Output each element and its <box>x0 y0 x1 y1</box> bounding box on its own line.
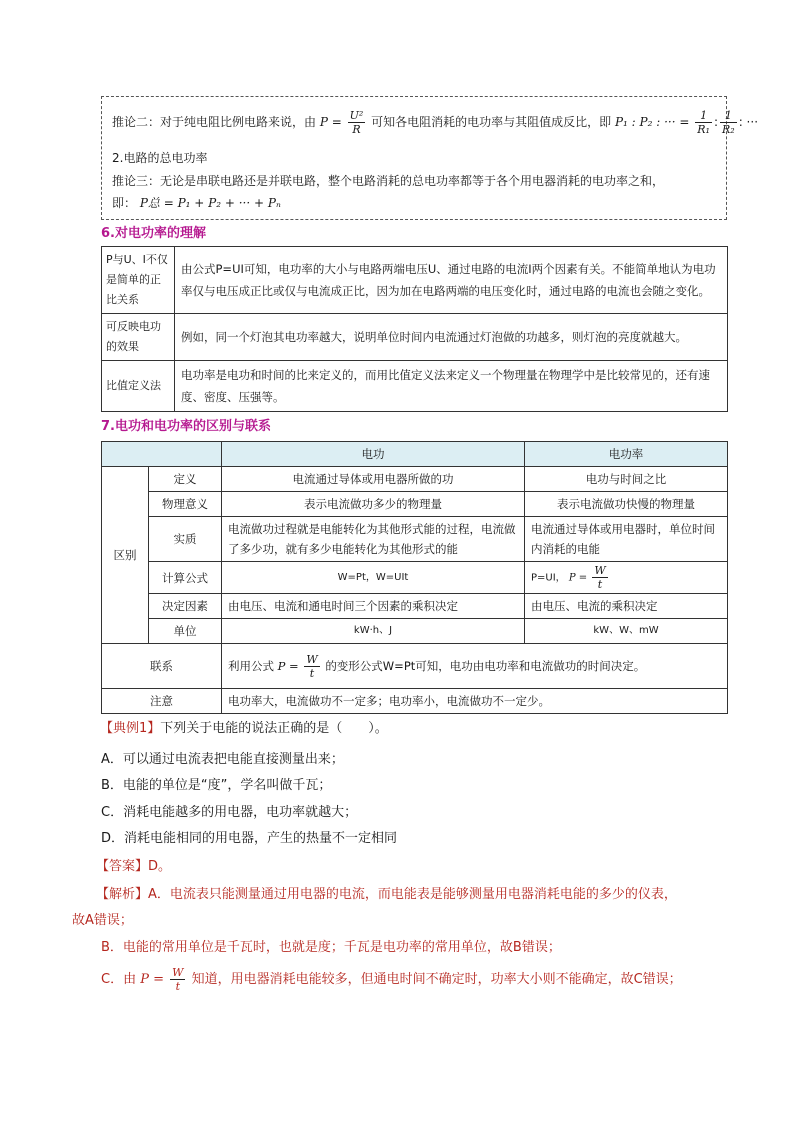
table-row <box>102 644 728 689</box>
answer-tag: 【答案】 <box>96 859 149 874</box>
fraction-denominator: R <box>352 123 361 136</box>
row-label: 实质 <box>149 517 222 562</box>
row-label-link: 联系 <box>102 644 222 689</box>
power-cell: 由电压、电流的乘积决定 <box>525 594 728 619</box>
fraction-numerator: W <box>594 564 606 577</box>
row-label: 单位 <box>149 619 222 644</box>
fraction-numerator: 1 <box>695 109 712 123</box>
work-vs-power-table <box>101 441 728 714</box>
inference-note-box <box>101 96 759 220</box>
power-cell: 电功与时间之比 <box>525 467 728 492</box>
formula-lhs: P = <box>140 972 164 987</box>
analysis-a-cont: 故A错误； <box>72 913 133 928</box>
power-cell: kW、W、mW <box>525 619 728 644</box>
row-text: 由公式P=UI可知，电功率的大小与电路两端电压U、通过电路的电流I两个因素有关。不能简单地认为电功率仅与电压成正比或仅与电流成正比，因为加在电路两端的电压变化时，通过电路的电流也会随之变化。 <box>175 247 728 314</box>
ratio-tail: : ··· <box>738 115 759 129</box>
analysis-a-text: A．电流表只能测量通过用电器的电流，而电能表是能够测量用电器消耗电能的多少的仪表， <box>148 887 677 902</box>
header-blank-cell <box>102 442 222 467</box>
fraction-denominator: R₁ <box>697 123 710 136</box>
total-power-formula: P总 = P₁ + P₂ + ··· + Pₙ <box>139 196 281 210</box>
table-row <box>102 247 728 314</box>
example-question <box>100 717 388 736</box>
option-a: A．可以通过电流表把电能直接测量出来； <box>101 752 344 767</box>
power-understanding-table <box>101 246 728 412</box>
power-cell: 电流通过导体或用电器时，单位时间内消耗的电能 <box>525 517 728 562</box>
work-cell: 表示电流做功多少的物理量 <box>222 492 525 517</box>
question-text: 下列关于电能的说法正确的是（ ）。 <box>160 721 388 736</box>
analysis-c <box>101 966 682 993</box>
table-row <box>102 689 728 714</box>
work-cell: 电流做功过程就是电能转化为其他形式能的过程，电流做了多少功，就有多少电能转化为其他形式的能 <box>222 517 525 562</box>
table-row <box>102 562 728 594</box>
inference-two-text: 推论二：对于纯电阻比例电路来说，由 <box>112 115 317 129</box>
work-cell: 电流通过导体或用电器所做的功 <box>222 467 525 492</box>
option-c: C．消耗电能越多的用电器，电功率就越大； <box>101 805 358 820</box>
formula-lhs: P = <box>319 115 342 129</box>
fraction-denominator: t <box>309 666 315 680</box>
note-cell: 电功率大，电流做功不一定多；电功率小，电流做功不一定少。 <box>222 689 728 714</box>
row-label-note: 注意 <box>102 689 222 714</box>
analysis-c-text: 知道，用电器消耗电能较多，但通电时间不确定时，功率大小则不能确定，故C错误； <box>191 972 682 987</box>
fraction-denominator: t <box>175 980 180 993</box>
link-text-b: 的变形公式W=Pt可知，电功由电功率和电流做功的时间决定。 <box>325 658 646 673</box>
formula-lhs: P = <box>568 572 588 584</box>
formula-prefix: 即： <box>112 196 137 210</box>
work-cell: W=Pt，W=UIt <box>222 562 525 594</box>
subheading-total-power: 2.电路的总电功率 <box>112 151 208 165</box>
example-tag: 【典例1】 <box>100 721 161 736</box>
total-power-formula-line <box>112 194 281 211</box>
answer-line <box>96 855 171 874</box>
row-text: 例如，同一个灯泡其电功率越大，说明单位时间内电流通过灯泡做的功越多，则灯泡的亮度就越大。 <box>175 314 728 361</box>
link-cell <box>222 644 728 689</box>
column-header-power: 电功率 <box>525 442 728 467</box>
row-key: 可反映电功的效果 <box>102 314 175 361</box>
row-label: 决定因素 <box>149 594 222 619</box>
option-b: B．电能的单位是“度”，学名叫做千瓦； <box>101 778 332 793</box>
option-d: D．消耗电能相同的用电器，产生的热量不一定相同 <box>101 831 398 846</box>
fraction-numerator: 1 <box>720 109 737 123</box>
group-label-difference: 区别 <box>102 467 149 644</box>
column-header-work: 电功 <box>222 442 525 467</box>
section-6-heading: 6.对电功率的理解 <box>101 226 206 241</box>
inference-two-text-2: 可知各电阻消耗的电功率与其阻值成反比，即 <box>371 115 612 129</box>
power-formula-text: P=UI， <box>531 572 566 584</box>
table-row <box>102 314 728 361</box>
power-formula-cell <box>525 562 728 594</box>
analysis-c-prefix: C．由 <box>101 972 137 987</box>
section-7-heading: 7.电功和电功率的区别与联系 <box>101 419 271 434</box>
row-label: 定义 <box>149 467 222 492</box>
fraction-numerator: W <box>172 966 184 979</box>
formula-fraction <box>170 966 185 993</box>
analysis-tag: 【解析】 <box>96 887 149 902</box>
formula-lhs: P = <box>277 658 299 673</box>
ratio-lhs: P₁ : P₂ : ··· = <box>614 115 690 129</box>
inference-three-text: 推论三：无论是串联电路还是并联电路，整个电路消耗的总电功率都等于各个用电器消耗的电功率之和， <box>112 174 665 188</box>
row-key: P与U、I不仅是简单的正比关系 <box>102 247 175 314</box>
row-label: 物理意义 <box>149 492 222 517</box>
formula-fraction <box>304 653 319 680</box>
link-text-a: 利用公式 <box>228 658 274 673</box>
formula-fraction <box>348 109 366 136</box>
table-row <box>102 492 728 517</box>
answer-text: D。 <box>148 859 172 874</box>
ratio-fraction-1 <box>695 109 712 136</box>
formula-fraction <box>592 564 607 591</box>
ratio-fraction-2 <box>720 109 737 136</box>
fraction-denominator: t <box>597 578 603 591</box>
table-row <box>102 467 728 492</box>
row-key: 比值定义法 <box>102 361 175 412</box>
row-text: 电功率是电功和时间的比来定义的，而用比值定义法来定义一个物理量在物理学中是比较常见的，还有速度、密度、压强等。 <box>175 361 728 412</box>
inference-two-line: 推论二：对于纯电阻比例电路来说，由 P = $\frac{\text{U²}}{R}$ 可知各电阻消耗的电功率与其阻值成反比，即 P₁ : P₂ : ··· = $\frac{1}{\text{R₁}}$ : $\frac{1}{\text{R₂}}$ : ··· <box>112 109 759 136</box>
table-header-row <box>102 442 728 467</box>
row-label: 计算公式 <box>149 562 222 594</box>
fraction-numerator: U² <box>349 109 364 122</box>
fraction-numerator: W <box>306 652 318 666</box>
analysis-b: B．电能的常用单位是千瓦时，也就是度；千瓦是电功率的常用单位，故B错误； <box>101 940 561 955</box>
fraction-denominator: R₂ <box>722 123 735 136</box>
power-cell: 表示电流做功快慢的物理量 <box>525 492 728 517</box>
work-cell: 由电压、电流和通电时间三个因素的乘积决定 <box>222 594 525 619</box>
table-row <box>102 619 728 644</box>
analysis-line-a <box>96 883 677 902</box>
table-row <box>102 517 728 562</box>
table-row <box>102 361 728 412</box>
work-cell: kW·h、J <box>222 619 525 644</box>
table-row <box>102 594 728 619</box>
